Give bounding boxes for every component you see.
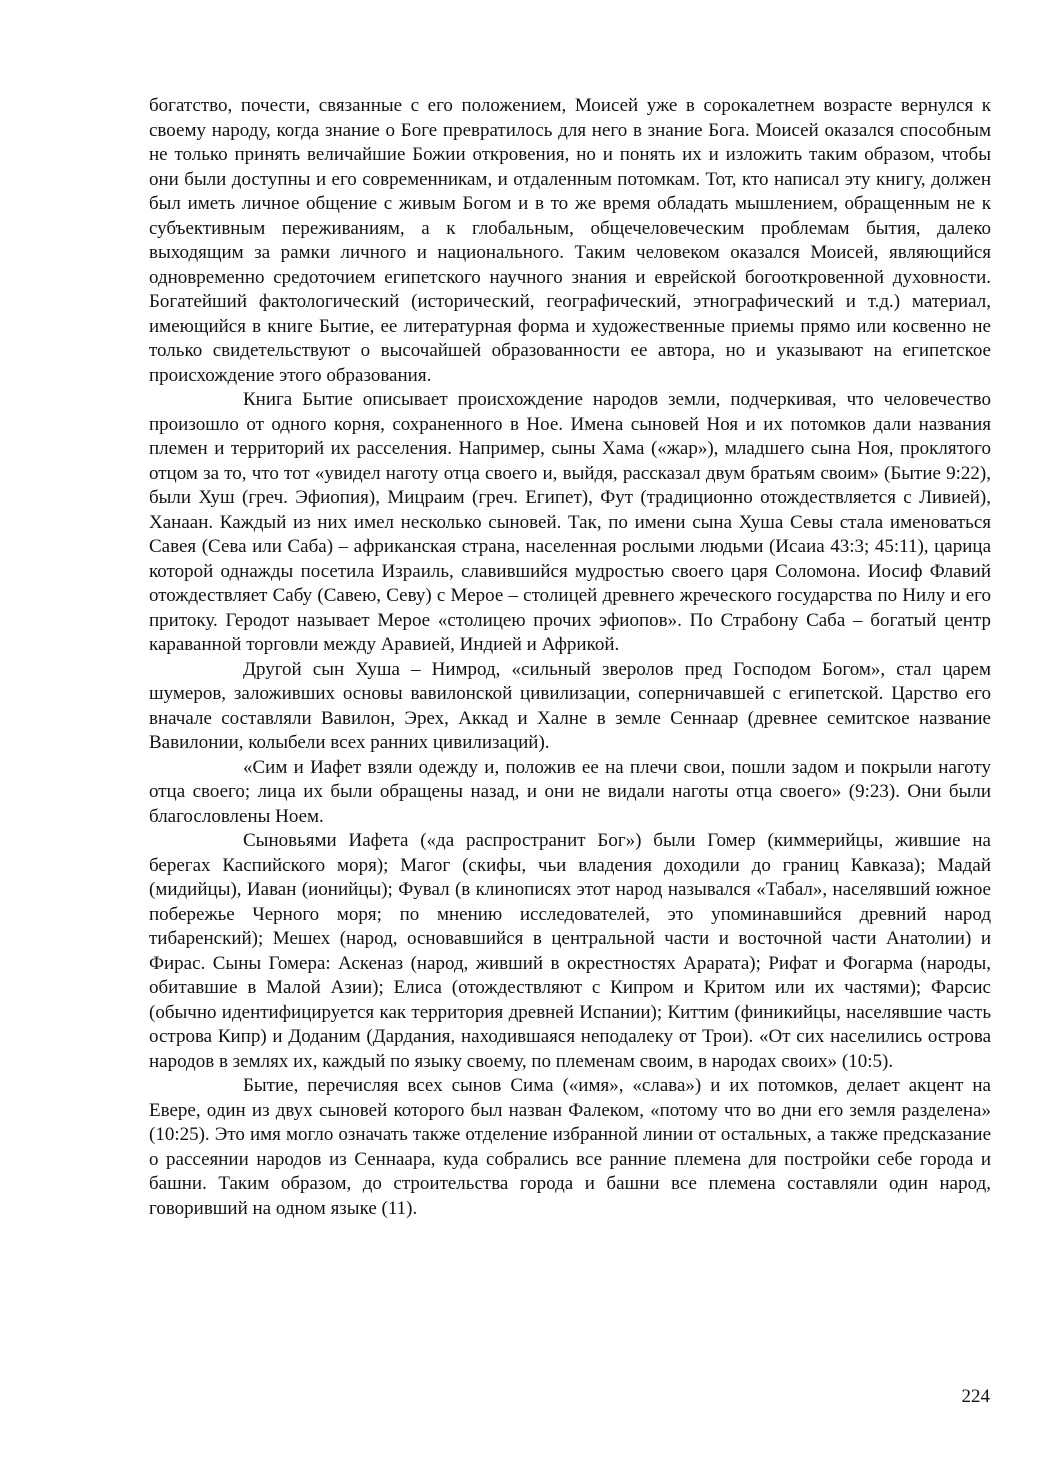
paragraph-shem-japheth: «Сим и Иафет взяли одежду и, положив ее на плечи свои, пошли задом и покрыли наготу отца своего; лица их были обращены назад, и они не видали наготы отца своего» (9:23). Они были благословлены Ноем. <box>149 756 991 827</box>
paragraph-nimrod: Другой сын Хуша – Нимрод, «сильный зверолов пред Господом Богом», стал царем шумеров, заложивших основы вавилонской цивилизации, соперничавшей с египетской. Царство его вначале составляли Вавилон, Эрех, Аккад и Халне в земле Сеннаар (древнее семитское название Вавилонии, колыбели всех ранних цивилизаций). <box>149 658 991 753</box>
paragraph-sons-of-shem: Бытие, перечисляя всех сынов Сима («имя», «слава») и их потомков, делает акцент на Евере, один из двух сыновей которого был назван Фалеком, «потому что во дни его земля разделена» (10:25). Это имя могло означать также отделение избранной линии от остальных, а также предсказание о рассеянии народов из Сеннаара, куда собрались все ранние племена для постройки себе города и башни. Таким образом, до строительства города и башни все племена составляли один народ, говоривший на одном языке (11). <box>149 1075 991 1219</box>
paragraph-sons-of-japheth: Сыновьями Иафета («да распространит Бог») были Гомер (киммерийцы, жившие на берегах Каспийского моря); Магог (скифы, чьи владения доходили до границ Кавказа); Мадай (мидийцы), Иаван (ионийцы); Фувал (в клинописях этот народ назывался «Табал», населявший южное побережье Черного моря; по мнению исследователей, это упоминавшийся древний народ тибаренский); Мешех (народ, основавшийся в центральной части и восточной части Анатолии) и Фирас. Сыны Гомера: Аскеназ (народ, живший в окрестностях Арарата); Рифат и Фогарма (народы, обитавшие в Малой Азии); Елиса (отождествляют с Кипром и Критом или их частями); Фарсис (обычно идентифицируется как территория древней Испании); Киттим (финикийцы, населявшие часть острова Кипр) и Доданим (Дардания, находившаяся неподалеку от Трои). «От сих населились острова народов в землях их, каждый по языку своему, по племенам своим, в народах своих» (10:5). <box>149 830 991 1072</box>
page-number: 224 <box>961 1386 990 1407</box>
page-body <box>149 94 991 1221</box>
paragraph-origin-of-nations: Книга Бытие описывает происхождение народов земли, подчеркивая, что человечество произошло от одного корня, сохраненного в Ное. Имена сыновей Ноя и их потомков дали названия племен и территорий их расселения. Например, сыны Хама («жар»), младшего сына Ноя, проклятого отцом за то, что тот «увидел наготу отца своего и, выйдя, рассказал двум братьям своим» (Бытие 9:22), были Хуш (греч. Эфиопия), Мицраим (греч. Египет), Фут (традиционно отождествляется с Ливией), Ханаан. Каждый из них имел несколько сыновей. Так, по имени сына Хуша Севы стала именоваться Савея (Сева или Саба) – африканская страна, населенная рослыми людьми (Исаиа 43:3; 45:11), царица которой однажды посетила Израиль, славившийся мудростью своего царя Соломона. Иосиф Флавий отождествляет Сабу (Савею, Севу) с Мерое – столицей древнего жреческого государства по Нилу и его притоку. Геродот называет Мерое «столицею прочих эфиопов». По Страбону Саба – богатый центр караванной торговли между Аравией, Индией и Африкой. <box>149 389 991 655</box>
paragraph-moses-education: богатство, почести, связанные с его положением, Моисей уже в сорокалетнем возрасте вернулся к своему народу, когда знание о Боге превратилось для него в знание Бога. Моисей оказался способным не только принять величайшие Божии откровения, но и понять их и изложить таким образом, чтобы они были доступны и его современникам, и отдаленным потомкам. Тот, кто написал эту книгу, должен был иметь личное общение с живым Богом и в то же время обладать мышлением, обращенным не к субъективным переживаниям, а к глобальным, общечеловеческим проблемам бытия, далеко выходящим за рамки личного и национального. Таким человеком оказался Моисей, являющийся одновременно средоточием египетского научного знания и еврейской богооткровенной духовности. Богатейший фактологический (исторический, географический, этнографический и т.д.) материал, имеющийся в книге Бытие, ее литературная форма и художественные приемы прямо или косвенно не только свидетельствуют о высочайшей образованности ее автора, но и указывают на египетское происхождение этого образования. <box>149 95 991 386</box>
